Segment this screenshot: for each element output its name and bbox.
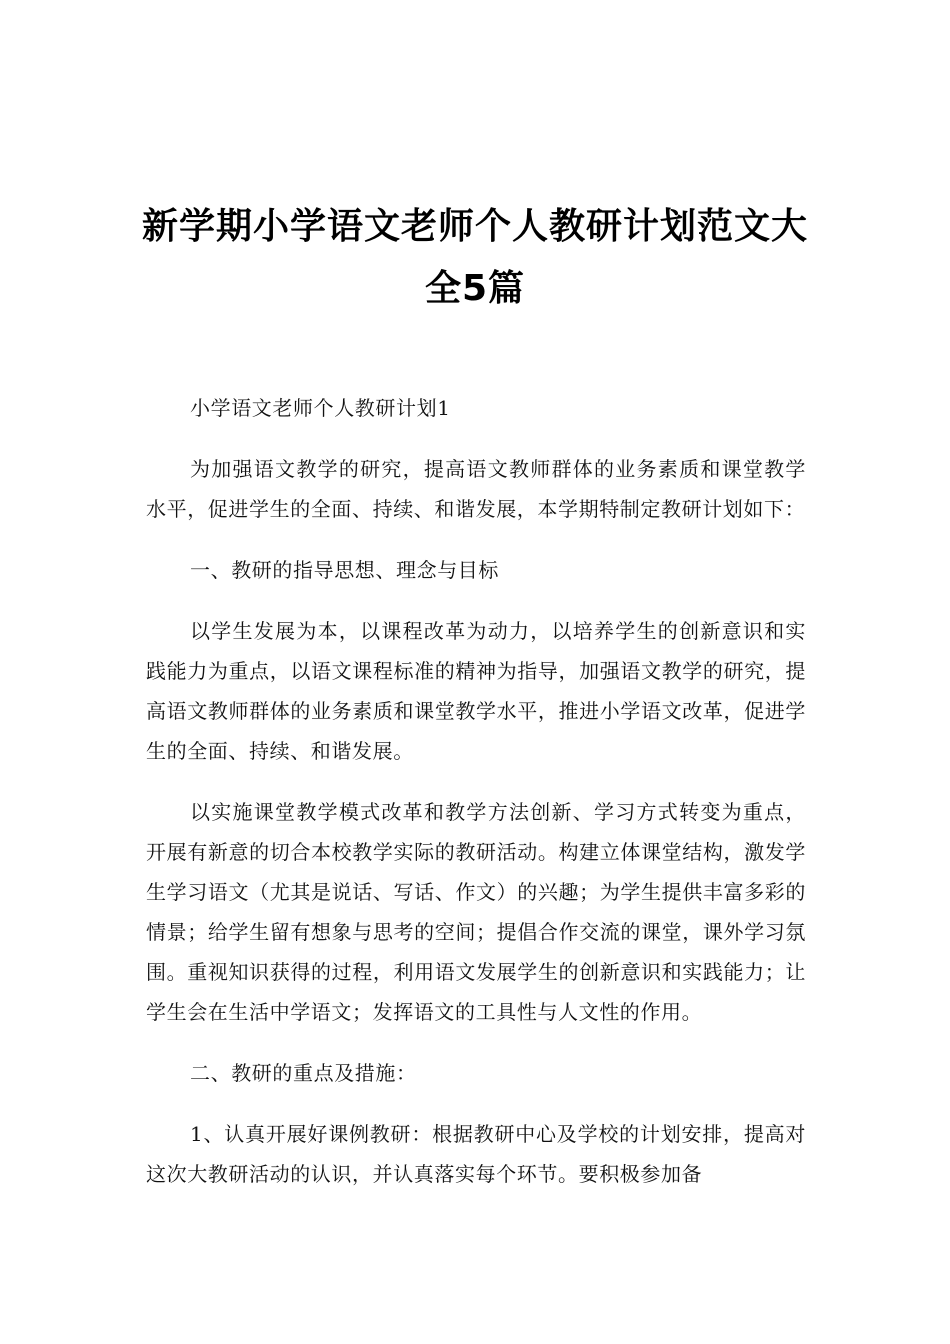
- title-line-1: 新学期小学语文老师个人教研计划范文大: [141, 206, 808, 247]
- body-paragraph: 1、认真开展好课例教研：根据教研中心及学校的计划安排，提高对这次大教研活动的认识，并认真落实每个环节。要积极参加备: [146, 1122, 806, 1186]
- document-body: [146, 388, 806, 1215]
- title-line-2: 全5篇: [424, 268, 526, 309]
- section-heading-plan-1: 小学语文老师个人教研计划1: [190, 396, 451, 420]
- body-paragraph: 以实施课堂教学模式改革和教学方法创新、学习方式转变为重点，开展有新意的切合本校教学实际的教研活动。构建立体课堂结构，激发学生学习语文（尤其是说话、写话、作文）的兴趣；为学生提供丰富多彩的情景；给学生留有想象与思考的空间；提倡合作交流的课堂，课外学习氛围。重视知识获得的过程，利用语文发展学生的创新意识和实践能力；让学生会在生活中学语文；发挥语文的工具性与人文性的作用。: [146, 800, 806, 1024]
- section-heading-guiding-thought: 一、教研的指导思想、理念与目标: [190, 558, 499, 582]
- intro-paragraph: 为加强语文教学的研究，提高语文教师群体的业务素质和课堂教学水平，促进学生的全面、持续、和谐发展，本学期特制定教研计划如下：: [146, 457, 806, 521]
- body-paragraph: 以学生发展为本，以课程改革为动力，以培养学生的创新意识和实践能力为重点，以语文课程标准的精神为指导，加强语文教学的研究，提高语文教师群体的业务素质和课堂教学水平，推进小学语文改革，促进学生的全面、持续、和谐发展。: [146, 619, 806, 763]
- section-heading-focus-measures: 二、教研的重点及措施：: [190, 1061, 417, 1085]
- document-title: [100, 196, 850, 320]
